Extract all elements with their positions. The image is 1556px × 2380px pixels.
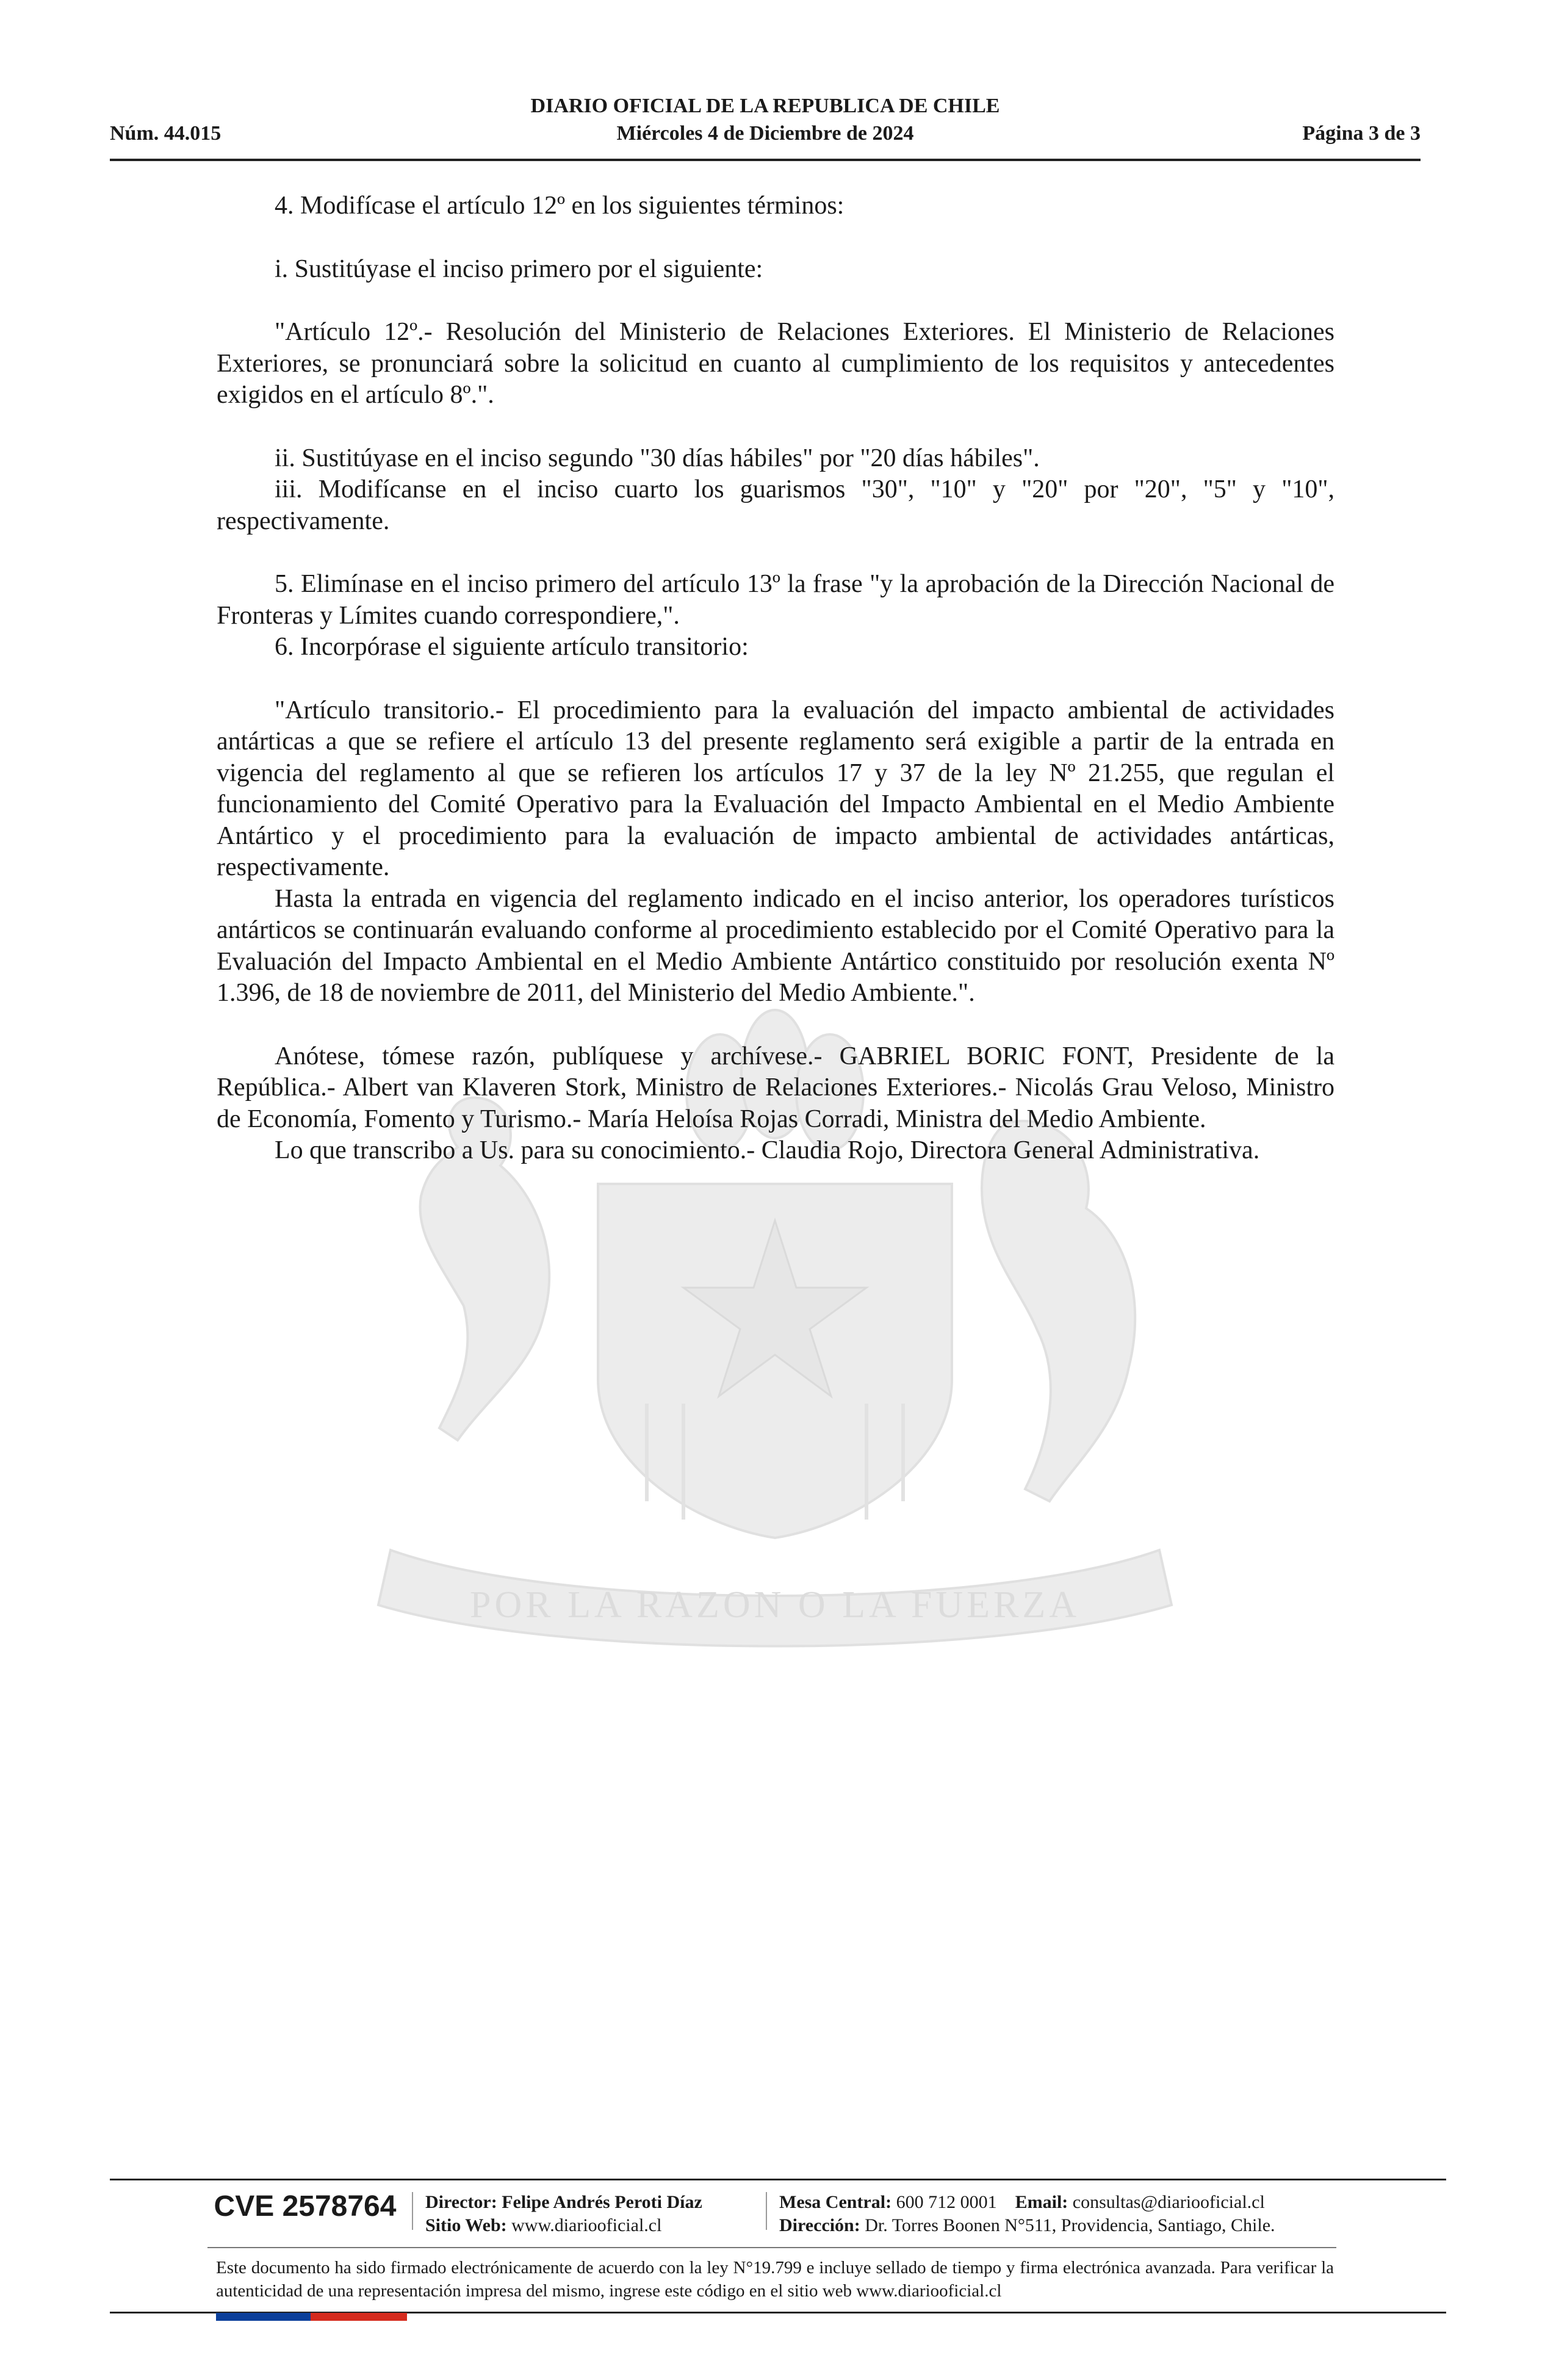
issue-date: Miércoles 4 de Diciembre de 2024 [616, 122, 914, 145]
paragraph: 5. Elimínase en el inciso primero del artículo 13º la frase "y la aprobación de la Dirección Nacional de Fronteras y Límites cuando correspondiere,". [217, 570, 1334, 630]
paragraph: 6. Incorpórase el siguiente artículo transitorio: [275, 633, 749, 661]
legal-notice: Este documento ha sido firmado electrónicamente de acuerdo con la ley N°19.799 e incluye sellado de tiempo y firma electrónica avanzada. Para verificar la autenticidad de una representación impresa del mismo, ingrese este código en el sitio web www.diariooficial.cl [216, 2258, 1334, 2301]
paragraph: i. Sustitúyase el inciso primero por el siguiente: [275, 254, 763, 283]
document-body [217, 190, 1334, 1167]
cve-code: CVE 2578764 [214, 2190, 397, 2223]
site-url: www.diariooficial.cl [511, 2215, 662, 2235]
paragraph: Hasta la entrada en vigencia del reglamento indicado en el inciso anterior, los operadores turísticos antárticos se continuarán evaluando conforme al procedimiento establecido por el Comité Operativo para la Evaluación del Impacto Ambiental en el Medio Ambiente Antártico constituido por resolución exenta Nº 1.396, de 18 de noviembre de 2011, del Ministerio del Medio Ambiente.". [217, 884, 1334, 1007]
flag-stripe-blue [216, 2313, 311, 2321]
condor-figure [982, 1121, 1135, 1501]
address-label: Dirección: [779, 2215, 860, 2235]
header-title: DIARIO OFICIAL DE LA REPUBLICA DE CHILE [530, 95, 1000, 117]
paragraph: "Artículo 12º.- Resolución del Ministerio de Relaciones Exteriores. El Ministerio de Relaciones Exteriores, se pronunciará sobre la solicitud en cuanto al cumplimiento de los requisitos y antecedentes exigidos en el artículo 8º.". [217, 318, 1334, 409]
page-header [110, 95, 1421, 161]
flag-stripe-red [311, 2313, 407, 2321]
mesa-label: Mesa Central: [779, 2192, 892, 2212]
footer-contact-block [779, 2191, 1275, 2237]
site-label: Sitio Web: [425, 2215, 507, 2235]
address-value: Dr. Torres Boonen N°511, Providencia, Santiago, Chile. [865, 2215, 1275, 2235]
footer-divider [412, 2192, 413, 2230]
footer-divider [766, 2192, 767, 2230]
paragraph: Lo que transcribo a Us. para su conocimiento.- Claudia Rojo, Directora General Administrativa. [275, 1136, 1260, 1164]
director-name: Felipe Andrés Peroti Díaz [502, 2192, 702, 2212]
footer-inner-rule [207, 2247, 1336, 2248]
mesa-phone: 600 712 0001 [896, 2192, 997, 2212]
email-label: Email: [1015, 2192, 1068, 2212]
paragraph: Anótese, tómese razón, publíquese y archívese.- GABRIEL BORIC FONT, Presidente de la República.- Albert van Klaveren Stork, Ministro de Relaciones Exteriores.- Nicolás Grau Veloso, Ministro de Economía, Fomento y Turismo.- María Heloísa Rojas Corradi, Ministra del Medio Ambiente. [217, 1042, 1334, 1133]
paragraph: ii. Sustitúyase en el inciso segundo "30 días hábiles" por "20 días hábiles". [275, 444, 1040, 472]
footer-top-rule [110, 2179, 1446, 2180]
footer-director-block [425, 2191, 702, 2237]
email-address: consultas@diariooficial.cl [1072, 2192, 1265, 2212]
paragraph: "Artículo transitorio.- El procedimiento para la evaluación del impacto ambiental de actividades antárticas a que se refiere el artículo 13 del presente reglamento será exigible a partir de la entrada en vigencia del reglamento al que se refieren los artículos 17 y 37 de la ley Nº 21.255, que regulan el funcionamiento del Comité Operativo para la Evaluación del Impacto Ambiental en el Medio Ambiente Antártico y el procedimiento para la evaluación de impacto ambiental de actividades antárticas, respectivamente. [217, 696, 1334, 881]
page-number: Página 3 de 3 [1302, 122, 1421, 145]
paragraph: iii. Modifícanse en el inciso cuarto los guarismos "30", "10" y "20" por "20", "5" y "10", respectivamente. [217, 475, 1334, 535]
watermark-motto: POR LA RAZON O LA FUERZA [469, 1584, 1081, 1626]
issue-number: Núm. 44.015 [110, 122, 222, 145]
paragraph: 4. Modifícase el artículo 12º en los siguientes términos: [275, 192, 845, 220]
director-label: Director: [425, 2192, 497, 2212]
